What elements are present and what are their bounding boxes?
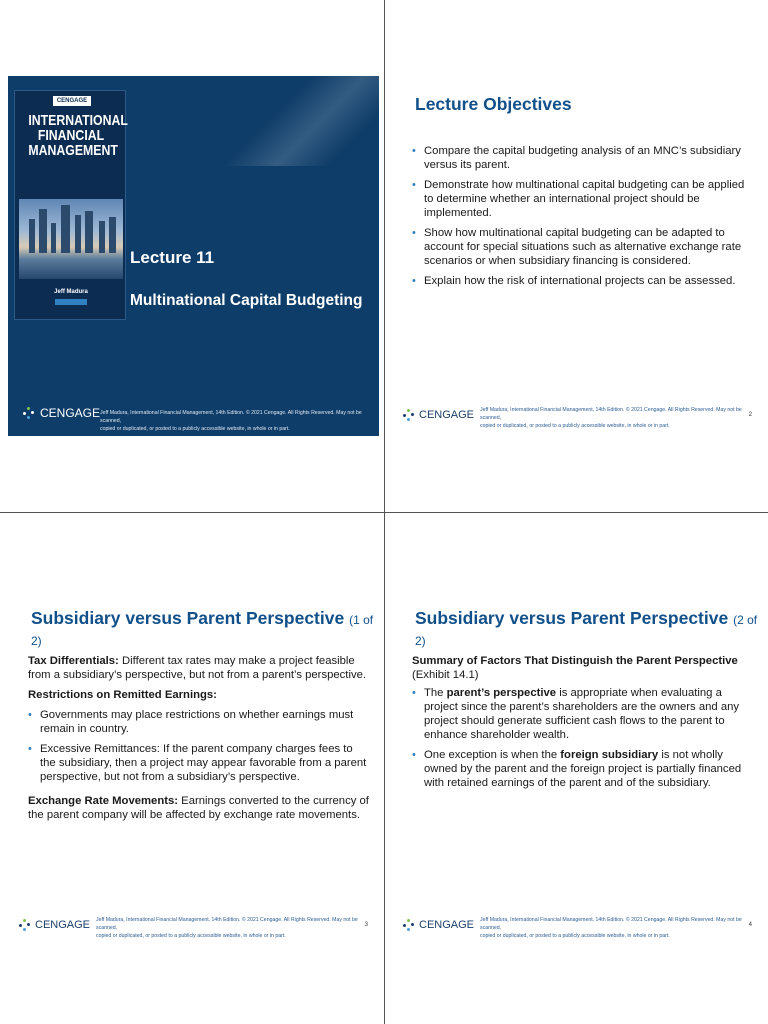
summary-heading	[412, 654, 753, 682]
copyright-line: Jeff Madura, International Financial Management, 14th Edition. © 2021 Cengage. All Rights Reserved. May not be scanned,	[100, 410, 362, 424]
copyright-notice	[96, 916, 358, 940]
book-title-line: FINANCIAL	[37, 127, 105, 144]
copyright-line: copied or duplicated, or posted to a publicly accessible website, in whole or in part.	[100, 426, 290, 432]
cengage-logo-text: CENGAGE	[419, 919, 475, 931]
restrictions-heading	[28, 688, 369, 702]
text-run: is not wholly owned by the parent and the foreign project is partially financed with retained earnings of the parent and of the subsidiary.	[424, 749, 742, 789]
page-number: 4	[748, 922, 752, 928]
slide-body	[412, 654, 753, 796]
summary-ref: (Exhibit 14.1)	[412, 669, 479, 681]
tax-paragraph	[28, 654, 369, 682]
list-item: • Demonstrate how multinational capital budgeting can be applied to determine whether an international project should be implemented.	[412, 178, 753, 220]
list-item: • Compare the capital budgeting analysis of an MNC’s subsidiary versus its parent.	[412, 144, 753, 172]
text-run: One exception is when the	[424, 749, 561, 761]
copyright-notice	[480, 406, 742, 430]
slide-title-text: Subsidiary versus Parent Perspective	[31, 608, 345, 628]
factors-list	[412, 686, 753, 790]
book-publisher-logo: CENGAGE	[53, 96, 91, 106]
cengage-mark-icon	[22, 406, 36, 420]
page-divider-horizontal	[0, 512, 768, 513]
bold-term: parent’s perspective	[446, 687, 557, 699]
slide-title: Lecture Objectives	[415, 94, 572, 114]
slide-4	[392, 586, 763, 946]
copyright-line: Jeff Madura, International Financial Management, 14th Edition. © 2021 Cengage. All Rights Reserved. May not be scanned,	[480, 407, 742, 421]
cengage-mark-icon	[402, 408, 416, 422]
list-item	[412, 686, 753, 742]
tax-label: Tax Differentials:	[28, 655, 119, 667]
list-item: • Excessive Remittances: If the parent company charges fees to the subsidiary, then a project may appear favorable from a parent perspective, but not from a subsidiary’s perspective.	[28, 742, 369, 784]
copyright-line: copied or duplicated, or posted to a publicly accessible website, in whole or in part.	[480, 423, 670, 429]
lecture-number: Lecture 11	[130, 248, 215, 267]
cengage-logo	[402, 918, 474, 932]
tax-text: Different tax rates may make a project feasible from a subsidiary’s perspective, but not from a parent’s perspective.	[28, 655, 367, 681]
cengage-logo	[402, 408, 474, 422]
slide-footer	[18, 916, 368, 938]
slide-footer	[402, 406, 752, 428]
cengage-logo-text: CENGAGE	[40, 406, 101, 420]
summary-label: Summary of Factors That Distinguish the Parent Perspective	[412, 655, 738, 667]
slide-title-part: (1 of 2)	[31, 613, 374, 648]
copyright-notice	[100, 409, 370, 433]
bold-term: foreign subsidiary	[560, 749, 659, 761]
list-item: • Show how multinational capital budgeting can be adapted to account for special situations such as alternative exchange rate scenarios or when subsidiary financing is considered.	[412, 226, 753, 268]
book-title-line: MANAGEMENT	[28, 142, 118, 159]
slide-title-text: Subsidiary versus Parent Perspective	[415, 608, 729, 628]
book-cover	[14, 90, 126, 320]
cengage-logo	[22, 406, 100, 420]
lecture-title: Multinational Capital Budgeting	[130, 292, 363, 309]
text-run: The	[424, 687, 447, 699]
list-item: • Explain how the risk of international projects can be assessed.	[412, 274, 753, 288]
cengage-logo	[18, 918, 90, 932]
book-cityscape-image	[19, 199, 123, 279]
book-edition-band	[55, 299, 87, 305]
background-texture	[209, 76, 379, 166]
fx-text: Earnings converted to the currency of the parent company will be affected by exchange rate movements.	[28, 795, 369, 821]
slide-3	[8, 586, 379, 946]
book-title	[28, 112, 128, 159]
list-item: • Governments may place restrictions on whether earnings must remain in country.	[28, 708, 369, 736]
book-author: Jeff Madura	[54, 289, 88, 295]
copyright-line: copied or duplicated, or posted to a publicly accessible website, in whole or in part.	[96, 933, 286, 939]
slide-2	[392, 76, 763, 436]
slide-body	[28, 654, 369, 828]
slide-title-part: (2 of 2)	[415, 613, 758, 648]
copyright-notice	[480, 916, 742, 940]
cengage-mark-icon	[402, 918, 416, 932]
cengage-logo-text: CENGAGE	[35, 919, 91, 931]
copyright-line: copied or duplicated, or posted to a publicly accessible website, in whole or in part.	[480, 933, 670, 939]
slide-body	[412, 144, 753, 294]
restrictions-label: Restrictions on Remitted Earnings:	[28, 689, 217, 701]
copyright-line: Jeff Madura, International Financial Management, 14th Edition. © 2021 Cengage. All Rights Reserved. May not be scanned,	[480, 917, 742, 931]
slide-title	[31, 608, 379, 650]
copyright-line: Jeff Madura, International Financial Management, 14th Edition. © 2021 Cengage. All Rights Reserved. May not be scanned,	[96, 917, 358, 931]
book-title-line: INTERNATIONAL	[28, 112, 128, 129]
page-number: 3	[364, 922, 368, 928]
text-run: is appropriate when evaluating a project since the parent’s shareholders are the owners and any project should generate sufficient cash flows to the parent to enhance shareholder wealth.	[424, 687, 740, 741]
cengage-logo-text: CENGAGE	[419, 409, 475, 421]
fx-paragraph	[28, 794, 369, 822]
objectives-list	[412, 144, 753, 288]
slide-title	[415, 608, 763, 650]
list-item	[412, 748, 753, 790]
slide-footer	[402, 916, 752, 938]
slide-1	[8, 76, 379, 436]
restrictions-list	[28, 708, 369, 784]
fx-label: Exchange Rate Movements:	[28, 795, 179, 807]
cengage-mark-icon	[18, 918, 32, 932]
page-number: 2	[748, 412, 752, 418]
